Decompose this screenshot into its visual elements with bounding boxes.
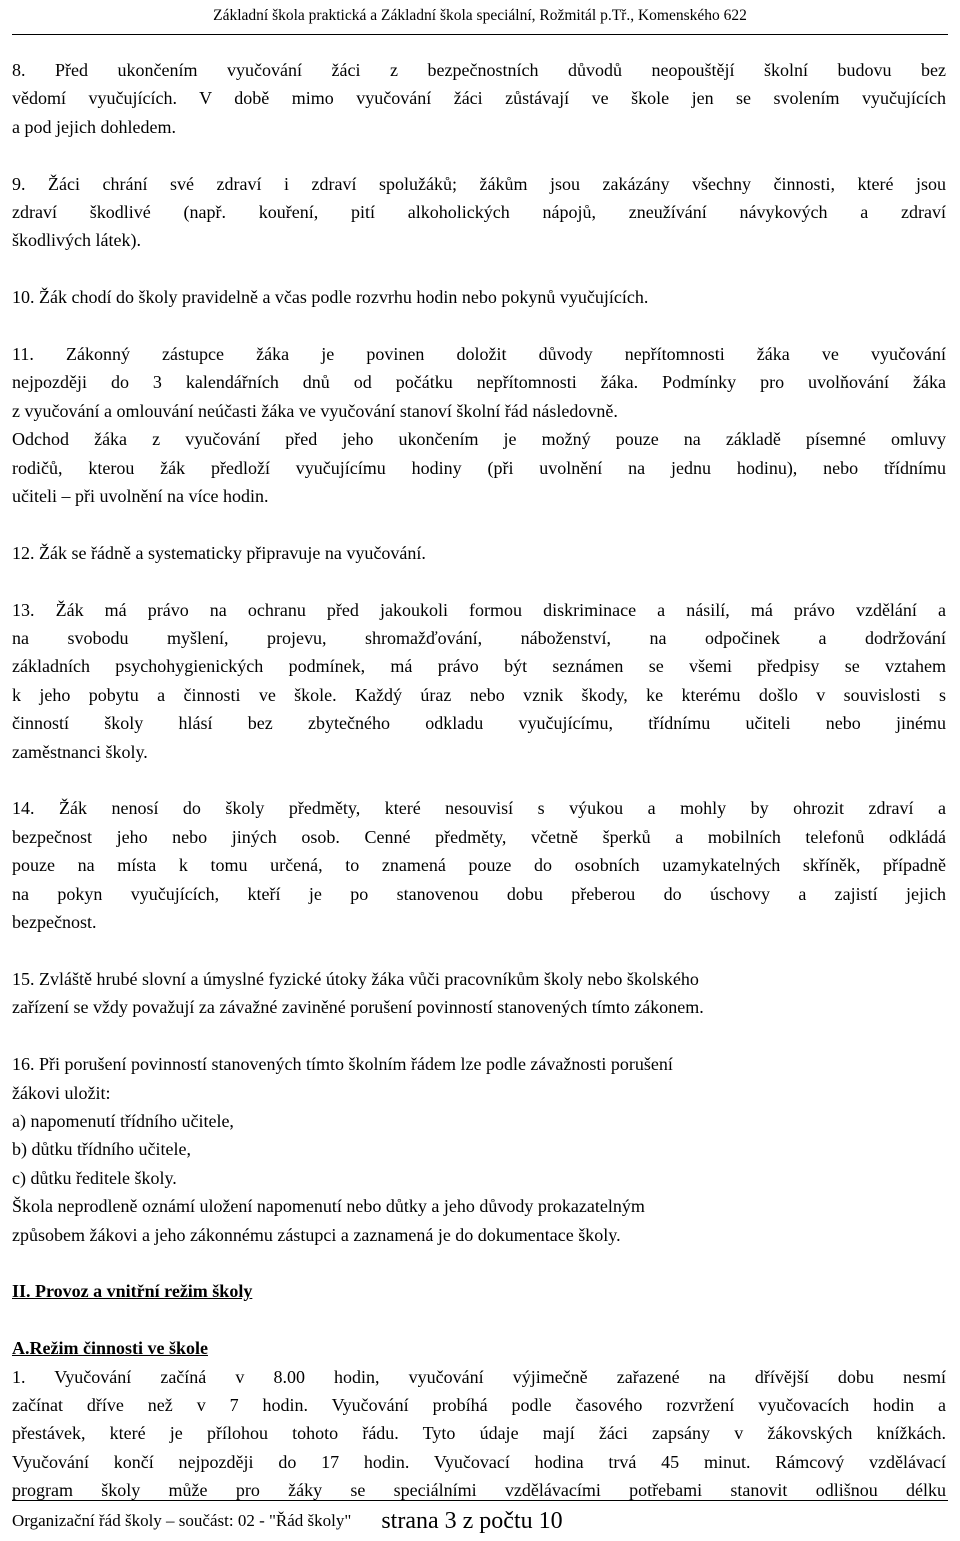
paragraph-15	[12, 965, 946, 1022]
header-title: Základní škola praktická a Základní škola speciální, Rožmitál p.Tř., Komenského 622	[213, 7, 747, 24]
text-line: žákovi uložit:	[12, 1082, 111, 1103]
paragraph-14	[12, 794, 946, 936]
list-item: c) důtku ředitele školy.	[12, 1167, 177, 1188]
text-line: škodlivých látek).	[12, 230, 141, 251]
page-footer	[12, 1500, 948, 1541]
text-line: základních psychohygienických podmínek, má právo být seznámen se všemi předpisy se vztahem	[12, 656, 946, 677]
list-item: a) napomenutí třídního učitele,	[12, 1110, 234, 1131]
text-line: 9. Žáci chrání své zdraví i zdraví spolužáků; žákům jsou zakázány všechny činnosti, které jsou	[12, 173, 946, 194]
text-line: 1. Vyučování začíná v 8.00 hodin, vyučování výjimečně zařazené na dřívější dobu nesmí	[12, 1366, 946, 1387]
paragraph-8	[12, 56, 946, 141]
text-line: program školy může pro žáky se speciálními vzdělávacími potřebami stanovit odlišnou délku	[12, 1480, 946, 1501]
footer-document-name: Organizační řád školy – součást: 02 - "Řád školy"	[12, 1511, 352, 1530]
list-item: b) důtku třídního učitele,	[12, 1139, 191, 1160]
paragraph-10	[12, 283, 946, 311]
text-line: nejpozději do 3 kalendářních dnů od počátku nepřítomnosti žáka. Podmínky pro uvolňování žáka	[12, 372, 946, 393]
text-line: z vyučování a omlouvání neúčasti žáka ve vyučování stanoví školní řád následovně.	[12, 400, 618, 421]
page-number: strana 3 z počtu 10	[381, 1507, 563, 1534]
text-line: rodičů, kterou žák předloží vyučujícímu hodiny (při uvolnění na jednu hodinu), nebo třídnímu	[12, 457, 946, 478]
text-line: Škola neprodleně oznámí uložení napomenutí nebo důtky a jeho důvody prokazatelným	[12, 1196, 645, 1217]
text-line: 15. Zvláště hrubé slovní a úmyslné fyzické útoky žáka vůči pracovníkům školy nebo školského	[12, 968, 699, 989]
text-line: činností školy hlásí bez zbytečného odkladu vyučujícímu, třídnímu učiteli nebo jinému	[12, 713, 946, 734]
paragraph-12	[12, 539, 946, 567]
page-header	[12, 0, 948, 35]
paragraph-9	[12, 170, 946, 255]
text-line: vědomí vyučujících. V době mimo vyučování žáci zůstávají ve škole jen se svolením vyučujících	[12, 88, 946, 109]
text-line: Odchod žáka z vyučování před jeho ukončením je možný pouze na základě písemné omluvy	[12, 429, 946, 450]
text-line: zdraví škodlivé (např. kouření, pití alkoholických nápojů, zneužívání návykových a zdraví	[12, 202, 946, 223]
text-line: bezpečnost jeho nebo jiných osob. Cenné předměty, včetně šperků a mobilních telefonů odkládá	[12, 826, 946, 847]
text-line: učiteli – při uvolnění na více hodin.	[12, 486, 269, 507]
subsection-heading-a: A.Režim činnosti ve škole	[12, 1338, 208, 1359]
text-line: zaměstnanci školy.	[12, 741, 148, 762]
text-line: přestávek, které je přílohou tohoto řádu. Tyto údaje mají žáci zapsány v žákovských knížkách.	[12, 1423, 946, 1444]
text-line: pouze na místa k tomu určená, to znamená pouze do osobních uzamykatelných skříněk, případně	[12, 855, 946, 876]
paragraph-11	[12, 340, 946, 510]
text-line: a pod jejich dohledem.	[12, 116, 176, 137]
section-heading-ii: II. Provoz a vnitřní režim školy	[12, 1281, 253, 1302]
text-line: 11. Zákonný zástupce žáka je povinen doložit důvody nepřítomnosti žáka ve vyučování	[12, 344, 946, 365]
text-line: 13. Žák má právo na ochranu před jakoukoli formou diskriminace a násilí, má právo vzdělání a	[12, 599, 946, 620]
text-line: 14. Žák nenosí do školy předměty, které nesouvisí s výukou a mohly by ohrozit zdraví a	[12, 798, 946, 819]
text-line: na svobodu myšlení, projevu, shromažďování, náboženství, na odpočinek a dodržování	[12, 628, 946, 649]
paragraph-a1	[12, 1363, 946, 1505]
text-line: 16. Při porušení povinností stanovených tímto školním řádem lze podle závažnosti porušení	[12, 1054, 673, 1075]
text-line: 12. Žák se řádně a systematicky připravuje na vyučování.	[12, 542, 426, 563]
paragraph-13	[12, 596, 946, 766]
text-line: k jeho pobytu a činnosti ve škole. Každý úraz nebo vznik škody, ke kterému došlo v souvislosti s	[12, 684, 946, 705]
text-line: 10. Žák chodí do školy pravidelně a včas podle rozvrhu hodin nebo pokynů vyučujících.	[12, 287, 649, 308]
text-line: začínat dříve než v 7 hodin. Vyučování probíhá podle časového rozvržení vyučovacích hodin a	[12, 1394, 946, 1415]
document-body	[12, 56, 946, 1505]
text-line: 8. Před ukončením vyučování žáci z bezpečnostních důvodů neopouštějí školní budovu bez	[12, 60, 946, 80]
text-line: bezpečnost.	[12, 912, 97, 933]
text-line: Vyučování končí nejpozději do 17 hodin. Vyučovací hodina trvá 45 minut. Rámcový vzdělávací	[12, 1451, 946, 1472]
text-line: na pokyn vyučujících, kteří je po stanovenou dobu přeberou do úschovy a zajistí jejich	[12, 883, 946, 904]
paragraph-16	[12, 1050, 946, 1249]
text-line: zařízení se vždy považují za závažné zaviněné porušení povinností stanovených tímto zákonem.	[12, 997, 704, 1018]
text-line: způsobem žákovi a jeho zákonnému zástupci a zaznamená je do dokumentace školy.	[12, 1224, 621, 1245]
